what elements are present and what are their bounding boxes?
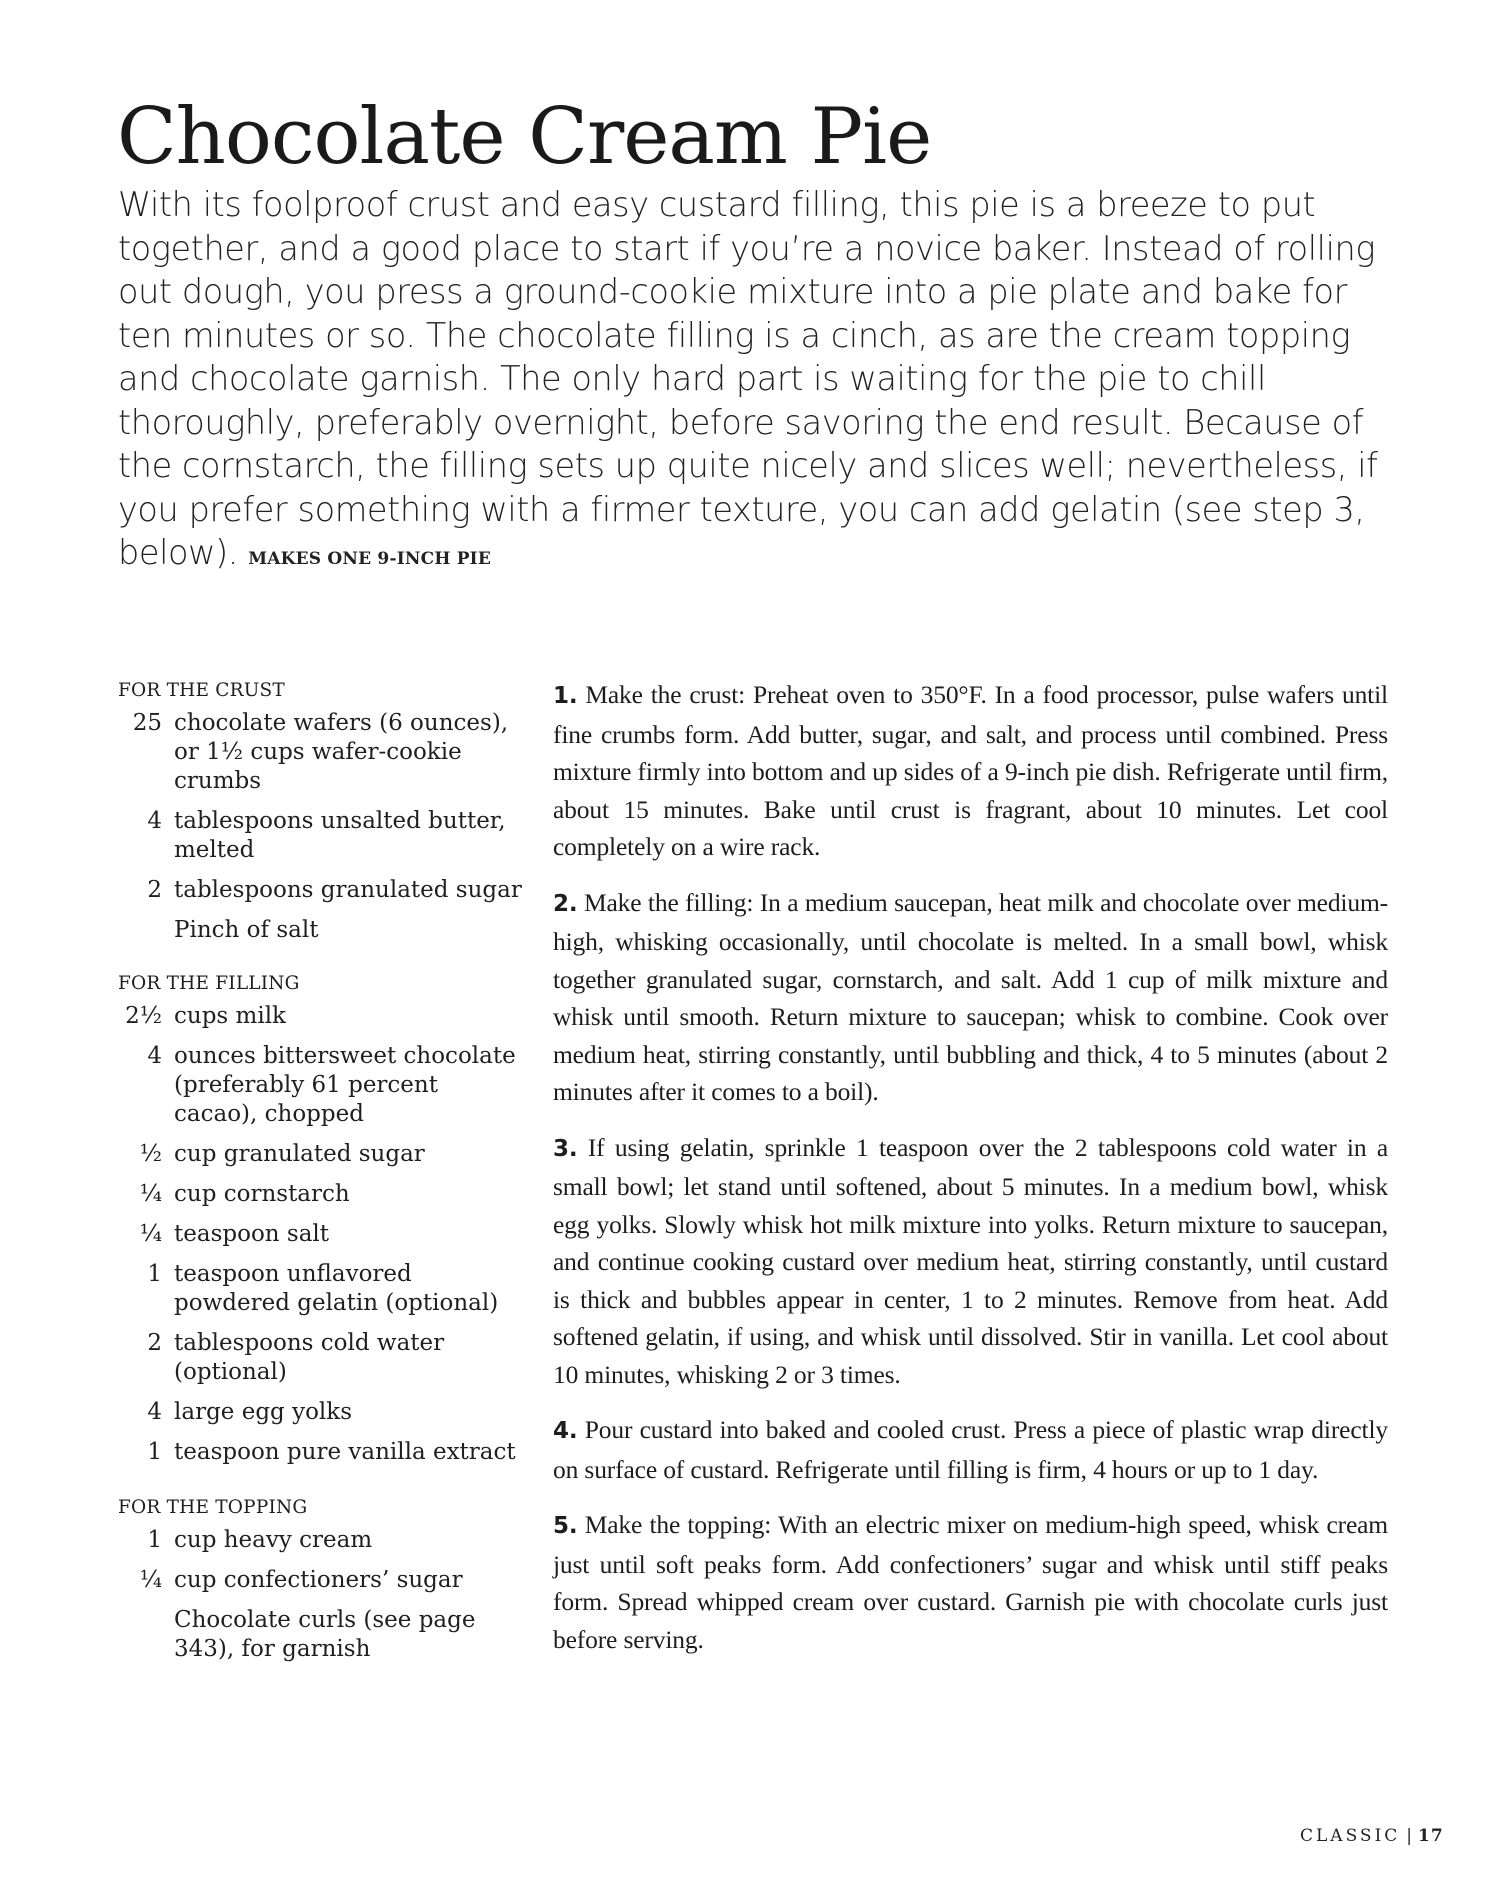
step-number: 1. xyxy=(553,683,578,709)
step-text: If using gelatin, sprinkle 1 teaspoon over the 2 tablespoons cold water in a small bowl; let stand until softened, about 5 minutes. In a medium bowl, whisk egg yolks. Slowly whisk hot milk mixture into yolks. Return mixture to saucepan, and continue cooking custard over medium heat, stirring constantly, until custard is thick and bubbles appear in center, 1 to 2 minutes. Remove from heat. Add softened gelatin, if using, and whisk until dissolved. Stir in vanilla. Let cool about 10 minutes, whisking 2 or 3 times. xyxy=(553,1132,1388,1389)
ingredient-item xyxy=(118,807,528,865)
ingredient-item xyxy=(118,1526,528,1555)
direction-step xyxy=(553,1129,1388,1394)
ingredient-item xyxy=(118,1438,528,1467)
ingredient-text: Pinch of salt xyxy=(174,917,319,943)
ingredient-text: cup confectioners’ sugar xyxy=(174,1567,463,1593)
ingredient-item xyxy=(118,1398,528,1427)
ingredient-text: chocolate wafers (6 ounces), or 1½ cups wafer-cookie crumbs xyxy=(174,710,509,794)
recipe-title: Chocolate Cream Pie xyxy=(117,92,932,182)
ingredient-item xyxy=(118,876,528,905)
page-number: 17 xyxy=(1418,1826,1444,1846)
step-number: 2. xyxy=(553,890,578,917)
direction-step xyxy=(553,884,1388,1111)
ingredients-filling xyxy=(118,973,528,1467)
ingredient-item xyxy=(118,1260,528,1318)
ingredient-qty: 2 xyxy=(147,877,162,903)
ingredient-qty: ½ xyxy=(139,1141,162,1167)
ingredient-qty: 4 xyxy=(147,808,162,834)
ingredient-text: tablespoons unsalted butter, melted xyxy=(174,808,506,863)
section-heading: FOR THE TOPPING xyxy=(118,1497,308,1518)
ingredient-qty: 1 xyxy=(147,1439,162,1465)
step-number: 3. xyxy=(553,1135,578,1162)
intro-text: With its foolproof crust and easy custard filling, this pie is a breeze to put together, and a good place to start if you’re a novice baker. Instead of rolling out dough, you press a ground-cookie mixture into a pie plate and bake for ten minutes or so. The chocolate filling is a cinch, as are the cream topping and chocolate garnish. The only hard part is waiting for the pie to chill thoroughly, preferably overnight, before savoring the end result. Because of the cornstarch, the filling sets up quite nicely and slices well; nevertheless, if you prefer something with a firmer texture, you can add gelatin (see step 3, below). xyxy=(118,185,1378,572)
ingredient-text: teaspoon pure vanilla extract xyxy=(174,1439,516,1465)
step-number: 4. xyxy=(553,1418,578,1444)
step-text: Make the crust: Preheat oven to 350°F. In a food processor, pulse wafers until fine crumbs form. Add butter, sugar, and salt, and process until combined. Press mixture firmly into bottom and up sides of a 9-inch pie dish. Refrigerate until firm, about 15 minutes. Bake until crust is fragrant, about 10 minutes. Let cool completely on a wire rack. xyxy=(553,680,1388,861)
section-heading: FOR THE FILLING xyxy=(118,973,300,994)
ingredient-qty: 2 xyxy=(147,1330,162,1356)
ingredient-qty: 1 xyxy=(147,1527,162,1553)
recipe-yield: MAKES ONE 9-INCH PIE xyxy=(248,549,491,569)
ingredient-item xyxy=(118,1180,528,1209)
page-footer xyxy=(1300,1826,1444,1846)
ingredient-qty: 4 xyxy=(147,1043,162,1069)
ingredient-text: cup granulated sugar xyxy=(174,1141,425,1167)
ingredients-topping xyxy=(118,1497,528,1664)
ingredient-text: cups milk xyxy=(174,1003,286,1029)
ingredient-item xyxy=(118,1140,528,1169)
ingredient-qty: ¼ xyxy=(139,1181,162,1207)
step-text: Make the topping: With an electric mixer on medium-high speed, whisk cream just until soft peaks form. Add confectioners’ sugar and whisk until stiff peaks form. Spread whipped cream over custard. Garnish pie with chocolate curls just before serving. xyxy=(553,1510,1388,1654)
direction-step xyxy=(553,1411,1388,1488)
ingredient-text: teaspoon unflavored powdered gelatin (optional) xyxy=(174,1261,499,1316)
ingredient-qty: ¼ xyxy=(139,1567,162,1593)
ingredient-qty: 1 xyxy=(147,1261,162,1287)
ingredient-item xyxy=(118,1329,528,1387)
direction-step xyxy=(553,676,1388,866)
ingredients-crust xyxy=(118,680,528,945)
ingredient-qty: 4 xyxy=(147,1399,162,1425)
footer-separator: | xyxy=(1406,1826,1413,1846)
ingredient-text: Chocolate curls (see page 343), for garnish xyxy=(174,1607,476,1662)
ingredient-text: cup cornstarch xyxy=(174,1181,350,1207)
ingredient-item xyxy=(118,1606,528,1664)
ingredient-item xyxy=(118,1042,528,1129)
ingredient-item xyxy=(118,916,528,945)
footer-section-label: CLASSIC xyxy=(1300,1826,1401,1846)
direction-step xyxy=(553,1506,1388,1658)
ingredient-text: large egg yolks xyxy=(174,1399,353,1425)
ingredient-text: ounces bittersweet chocolate (preferably 61 percent cacao), chopped xyxy=(174,1043,516,1127)
section-heading: FOR THE CRUST xyxy=(118,680,285,701)
ingredient-qty: 2½ xyxy=(125,1003,162,1029)
ingredient-text: tablespoons granulated sugar xyxy=(174,877,522,903)
ingredient-qty: ¼ xyxy=(139,1221,162,1247)
ingredient-text: teaspoon salt xyxy=(174,1221,330,1247)
ingredient-qty xyxy=(118,1606,174,1664)
directions-column xyxy=(553,676,1388,1676)
ingredient-item xyxy=(118,709,528,796)
step-number: 5. xyxy=(553,1513,578,1539)
ingredient-qty xyxy=(118,916,174,945)
recipe-intro xyxy=(118,183,1388,582)
ingredient-item xyxy=(118,1566,528,1595)
ingredient-text: tablespoons cold water (optional) xyxy=(174,1330,445,1385)
ingredient-item xyxy=(118,1220,528,1249)
step-text: Make the filling: In a medium saucepan, heat milk and chocolate over medium-high, whisking occasionally, until chocolate is melted. In a small bowl, whisk together granulated sugar, cornstarch, and salt. Add 1 cup of milk mixture and whisk until smooth. Return mixture to saucepan; whisk to combine. Cook over medium heat, stirring constantly, until bubbling and thick, 4 to 5 minutes (about 2 minutes after it comes to a boil). xyxy=(553,887,1388,1106)
ingredient-qty: 25 xyxy=(132,710,162,736)
ingredient-text: cup heavy cream xyxy=(174,1527,373,1553)
ingredients-column xyxy=(118,680,528,1682)
ingredient-item xyxy=(118,1002,528,1031)
step-text: Pour custard into baked and cooled crust. Press a piece of plastic wrap directly on surface of custard. Refrigerate until filling is firm, 4 hours or up to 1 day. xyxy=(553,1415,1388,1484)
